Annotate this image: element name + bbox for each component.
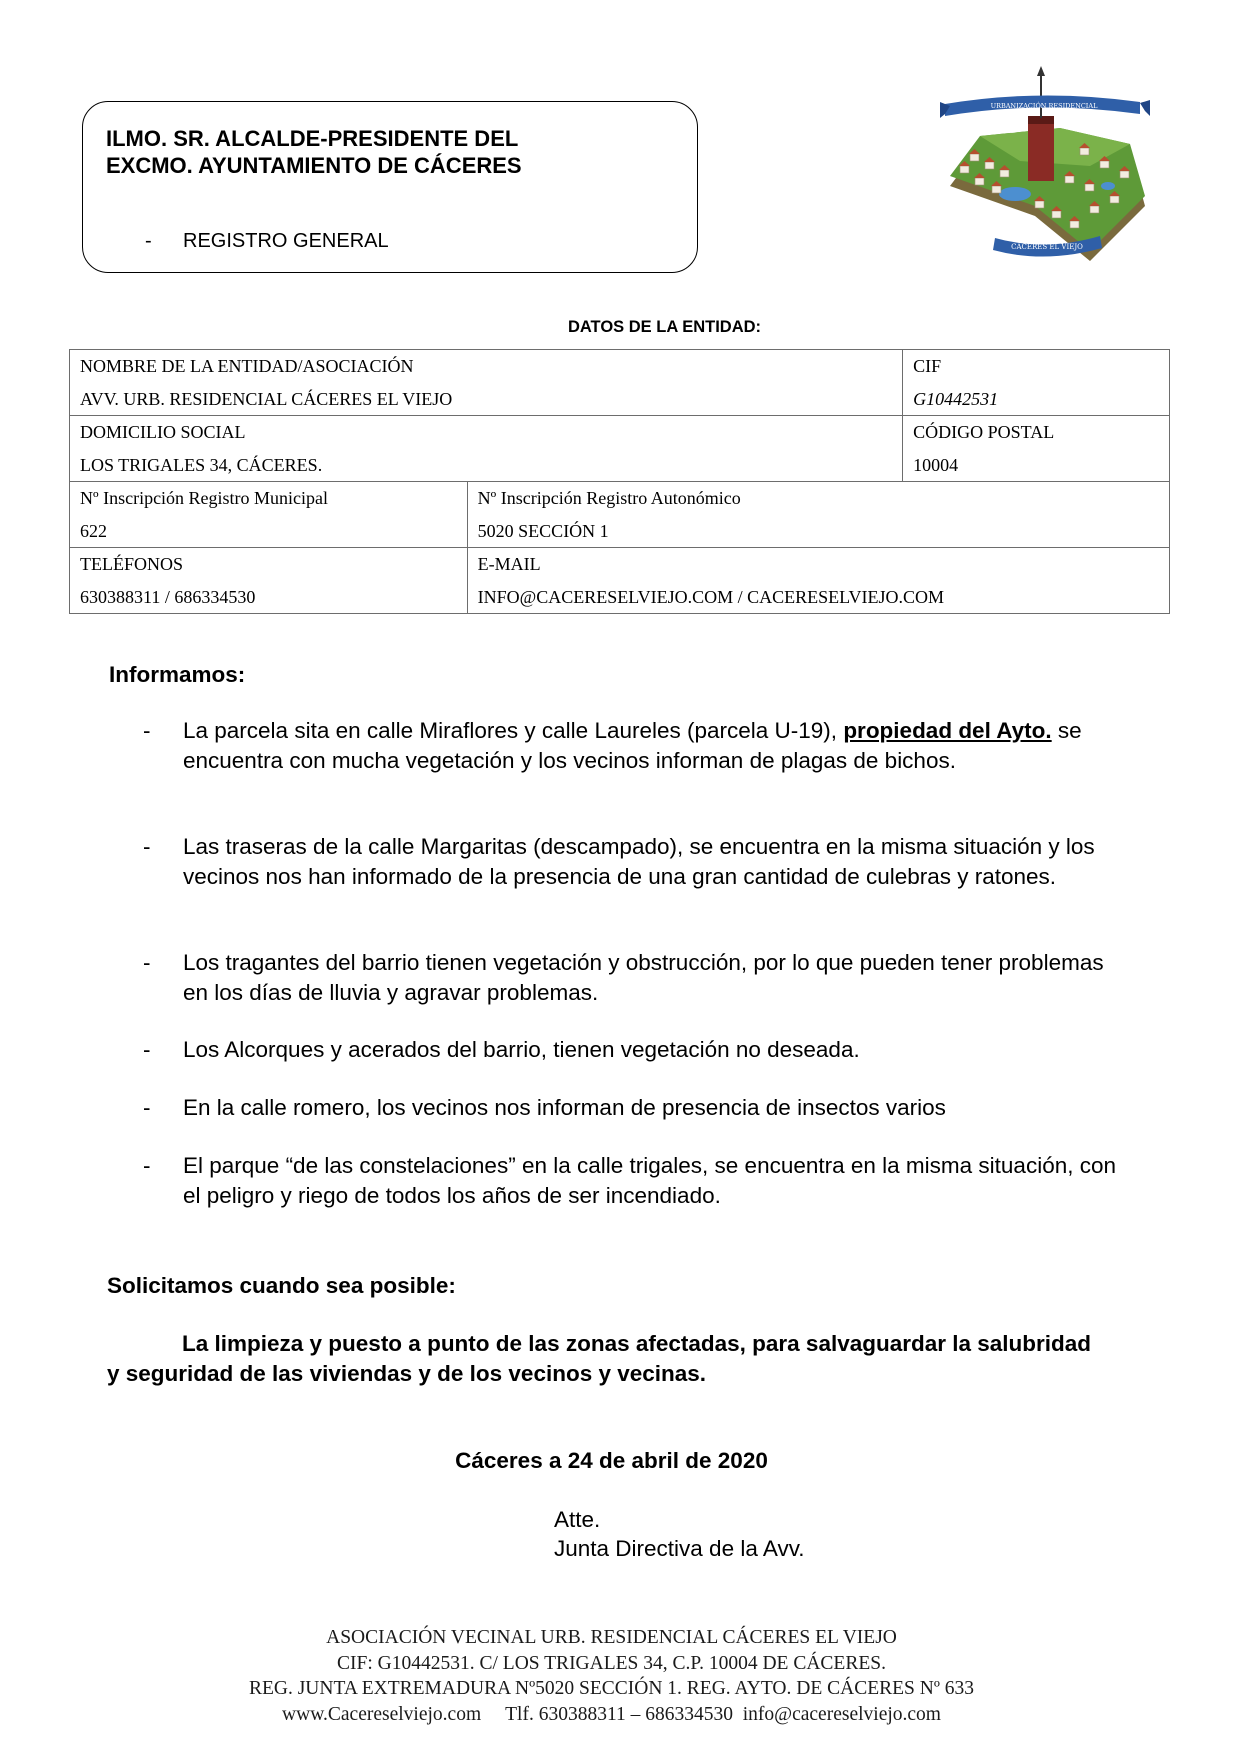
municipal-registry-value: 622 (80, 520, 107, 541)
date-line: Cáceres a 24 de abril de 2020 (455, 1448, 768, 1473)
addressee-line-2: EXCMO. AYUNTAMIENTO DE CÁCERES (106, 153, 522, 178)
list-item-text (183, 716, 1123, 775)
entity-name-label: NOMBRE DE LA ENTIDAD/ASOCIACIÓN (80, 356, 414, 376)
list-dash: - (143, 718, 151, 743)
postal-code-cell (903, 416, 1170, 482)
list-item-text-part: se encuentra con mucha vegetación y los vecinos informan de plagas de bichos. (183, 718, 1082, 773)
logo-banner-top-text: URBANIZACIÓN RESIDENCIAL (990, 102, 1098, 110)
list-item-text: El parque “de las constelaciones” en la calle trigales, se encuentra en la misma situación, con el peligro y riego de todos los años de ser incendiado. (183, 1153, 1117, 1208)
association-crest-logo-icon (940, 66, 1150, 266)
municipal-registry-label: Nº Inscripción Registro Municipal (80, 488, 329, 508)
cif-value: G10442531 (913, 388, 999, 409)
phones-label: TELÉFONOS (80, 554, 183, 574)
list-dash: - (145, 230, 152, 252)
list-item-text: Los tragantes del barrio tienen vegetación y obstrucción, por lo que pueden tener problemas en los días de lluvia y agravar problemas. (183, 950, 1104, 1005)
entity-name-cell (70, 350, 903, 416)
request-text: La limpieza y puesto a punto de las zonas afectadas, para salvaguardar la salubridad y seguridad de las viviendas y de los vecinos y vecinas. (107, 1331, 1092, 1386)
postal-code-label: CÓDIGO POSTAL (913, 422, 1055, 442)
list-item-text-part: La parcela sita en calle Miraflores y calle Laureles (parcela U-19), (183, 718, 844, 743)
logo-banner-bottom-text: CÁCERES EL VIEJO (1011, 243, 1083, 251)
entity-name-value: AVV. URB. RESIDENCIAL CÁCERES EL VIEJO (80, 388, 453, 409)
email-value: INFO@CACERESELVIEJO.COM / CACERESELVIEJO.COM (477, 586, 944, 607)
addressee-line-1: ILMO. SR. ALCALDE-PRESIDENTE DEL (106, 126, 519, 151)
domicilio-value: LOS TRIGALES 34, CÁCERES. (80, 454, 323, 475)
municipal-registry-cell (70, 482, 468, 548)
email-cell (467, 548, 1169, 614)
entity-data-table (69, 349, 1170, 614)
phones-value: 630388311 / 686334530 (80, 586, 256, 607)
closing-atte: Atte. (554, 1507, 601, 1532)
list-dash: - (143, 1095, 151, 1120)
cif-label: CIF (913, 356, 942, 376)
registro-general-label: REGISTRO GENERAL (183, 230, 389, 252)
footer-line-1: ASOCIACIÓN VECINAL URB. RESIDENCIAL CÁCERES EL VIEJO (326, 1627, 897, 1648)
domicilio-cell (70, 416, 903, 482)
informamos-heading: Informamos: (109, 662, 246, 687)
regional-registry-cell (467, 482, 1169, 548)
email-label: E-MAIL (477, 554, 541, 574)
list-dash: - (143, 834, 151, 859)
footer-line-4: www.Cacereselviejo.com Tlf. 630388311 – 686334530 info@cacereselviejo.com (282, 1703, 941, 1725)
regional-registry-value: 5020 SECCIÓN 1 (477, 520, 609, 541)
signature-line: Junta Directiva de la Avv. (554, 1536, 805, 1561)
footer-line-2: CIF: G10442531. C/ LOS TRIGALES 34, C.P. 10004 DE CÁCERES. (337, 1652, 886, 1674)
ayto-property-emphasis: propiedad del Ayto. (843, 718, 1052, 743)
entity-data-title: DATOS DE LA ENTIDAD: (567, 318, 762, 336)
list-item-text: En la calle romero, los vecinos nos informan de presencia de insectos varios (183, 1095, 946, 1120)
list-dash: - (143, 1153, 151, 1178)
domicilio-label: DOMICILIO SOCIAL (80, 422, 246, 442)
solicitamos-heading: Solicitamos cuando sea posible: (107, 1273, 456, 1298)
footer (0, 1625, 1241, 1727)
list-item-text: Los Alcorques y acerados del barrio, tienen vegetación no deseada. (183, 1037, 860, 1062)
regional-registry-label: Nº Inscripción Registro Autonómico (477, 488, 741, 508)
footer-line-3: REG. JUNTA EXTREMADURA Nº5020 SECCIÓN 1. REG. AYTO. DE CÁCERES Nº 633 (248, 1678, 975, 1699)
phones-cell (70, 548, 468, 614)
postal-code-value: 10004 (913, 454, 959, 475)
list-item-text: Las traseras de la calle Margaritas (descampado), se encuentra en la misma situación y los vecinos nos han informado de la presencia de una gran cantidad de culebras y ratones. (183, 834, 1095, 889)
list-dash: - (143, 950, 151, 975)
cif-cell (903, 350, 1170, 416)
list-dash: - (143, 1037, 151, 1062)
